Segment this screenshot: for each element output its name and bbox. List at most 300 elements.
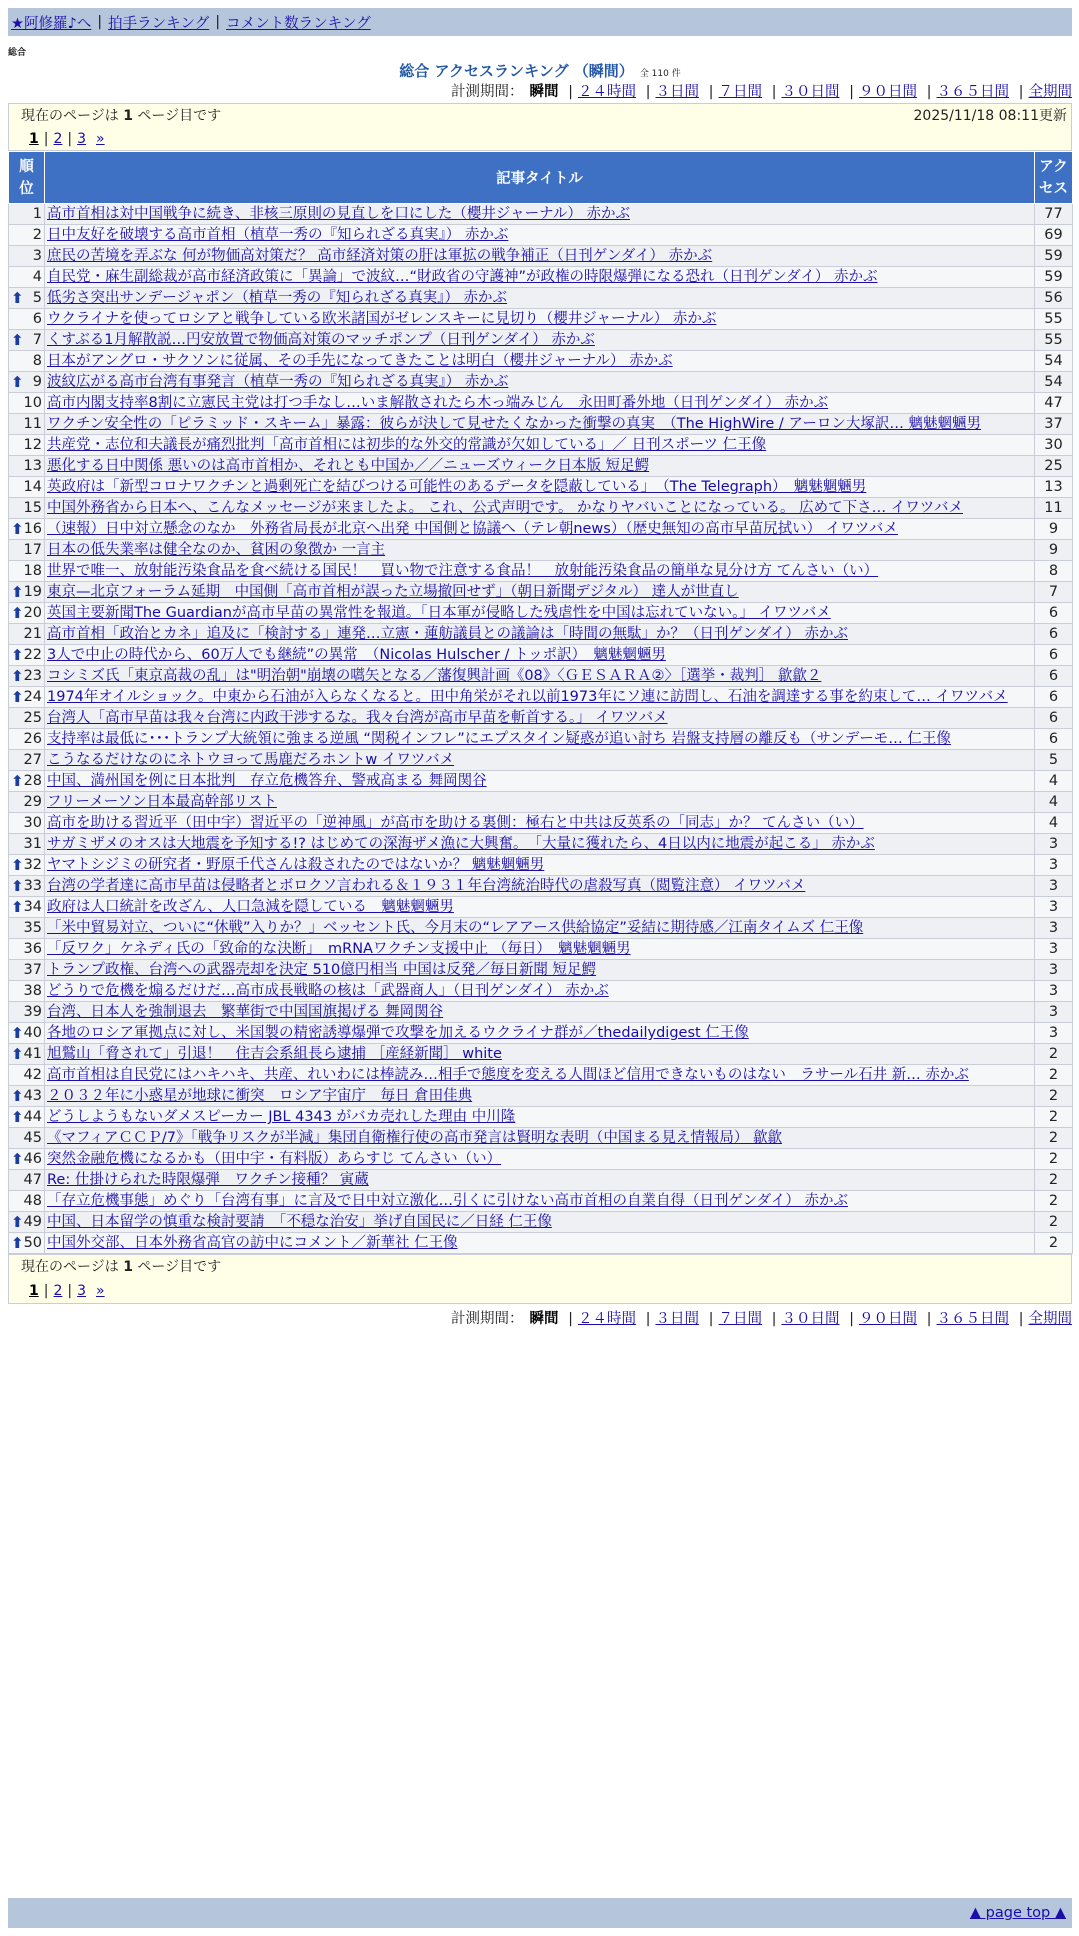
- rank-wrap: [11, 414, 42, 434]
- article-title-link[interactable]: 高市を助ける習近平（田中宇）習近平の「逆神風」が高市を助ける裏側：極右と中共は反英系の「同志」か？ てんさい（い）: [47, 815, 864, 831]
- page-separator: |: [43, 1283, 49, 1299]
- rank-number: 46: [23, 1151, 43, 1167]
- title-cell: [45, 603, 1035, 624]
- rank-wrap: [11, 1107, 42, 1127]
- access-count: 2: [1035, 1044, 1073, 1065]
- table-row: [9, 750, 1073, 771]
- article-title-link[interactable]: どうりで危機を煽るだけだ…高市成長戦略の核は「武器商人」（日刊ゲンダイ） 赤かぶ: [47, 983, 609, 999]
- bottom-period-selector: [8, 1308, 1072, 1330]
- access-count: 6: [1035, 645, 1073, 666]
- title-cell: [45, 540, 1035, 561]
- article-title-link[interactable]: どうしようもないダメスピーカー JBL 4343 がバカ売れした理由 中川隆: [47, 1109, 516, 1125]
- article-title-link[interactable]: 自民党・麻生副総裁が高市経済政策に「異論」で波紋…“財政省の守護神”が政権の時限爆弾になる恐れ（日刊ゲンダイ） 赤かぶ: [47, 269, 878, 285]
- rank-number: 7: [32, 332, 42, 348]
- access-count: 3: [1035, 918, 1073, 939]
- rank-number: 41: [23, 1046, 43, 1062]
- rank-wrap: [11, 624, 42, 644]
- article-title-link[interactable]: 「反ワク」ケネディ氏の「致命的な決断」 mRNAワクチン支援中止 （毎日） 魑魅魍魎男: [47, 941, 631, 957]
- article-title-link[interactable]: 共産党・志位和夫議長が痛烈批判「高市首相には初歩的な外交的常識が欠如している」／ 日刊スポーツ 仁王像: [47, 437, 767, 453]
- rank-wrap: [11, 561, 42, 581]
- up-arrow-icon: ⬆: [11, 1108, 24, 1126]
- rank-number: 42: [23, 1067, 42, 1083]
- period-separator: |: [771, 84, 777, 100]
- article-title-link[interactable]: 台湾の学者達に高市早苗は侵略者とボロクソ言われる＆１９３１年台湾統治時代の虐殺写真（閲覧注意） イワツバメ: [47, 878, 806, 894]
- up-arrow-icon: ⬆: [11, 331, 24, 349]
- rank-wrap: [11, 666, 42, 686]
- article-title-link[interactable]: 日中友好を破壊する高市首相（植草一秀の『知られざる真実』） 赤かぶ: [47, 227, 509, 243]
- title-cell: [45, 519, 1035, 540]
- rank-cell: [9, 1233, 45, 1254]
- rank-number: 1: [32, 206, 42, 222]
- rank-wrap: [11, 225, 42, 245]
- rank-number: 29: [23, 794, 42, 810]
- article-title-link[interactable]: ヤマトシジミの研究者・野原千代さんは殺されたのではないか？ 魑魅魍魎男: [47, 857, 545, 873]
- article-title-link[interactable]: 支持率は最低に･･･トランプ大統領に強まる逆風 “関税インフレ”にエプスタイン疑惑が追い討ち 岩盤支持層の離反も（サンデーモ… 仁王像: [47, 731, 951, 747]
- table-row: [9, 225, 1073, 246]
- title-cell: [45, 939, 1035, 960]
- access-count: 6: [1035, 729, 1073, 750]
- rank-number: 4: [32, 269, 42, 285]
- col-header-access-text: アクセス: [1039, 158, 1068, 197]
- access-count: 2: [1035, 1107, 1073, 1128]
- rank-cell: [9, 1065, 45, 1086]
- article-title-link[interactable]: 3人で中止の時代から、60万人でも継続”の異常 （Nicolas Hulscher / トッポ訳） 魑魅魍魎男: [47, 647, 666, 663]
- rank-cell: [9, 834, 45, 855]
- article-title-link[interactable]: 中国、満州国を例に日本批判 存立危機答弁、警戒高まる 舞岡関谷: [47, 773, 487, 789]
- article-title-link[interactable]: 悪化する日中関係 悪いのは高市首相か、それとも中国か／／ニューズウィーク日本版 短足鰐: [47, 458, 650, 474]
- period-link-24h[interactable]: ２４時間: [578, 84, 636, 100]
- bottom-pager: [8, 1254, 1072, 1304]
- article-title-link[interactable]: 中国、日本留学の慎重な検討要請 「不穏な治安」挙げ自国民に／日経 仁王像: [47, 1214, 552, 1230]
- rank-cell: [9, 435, 45, 456]
- rank-cell: [9, 330, 45, 351]
- table-row: [9, 624, 1073, 645]
- rank-cell: [9, 897, 45, 918]
- article-title-link[interactable]: 高市内閣支持率8割に立憲民主党は打つ手なし…いま解散されたら木っ端みじん 永田町番外地（日刊ゲンダイ） 赤かぶ: [47, 395, 829, 411]
- period-link-3d[interactable]: ３日間: [655, 1311, 699, 1327]
- title-cell: [45, 708, 1035, 729]
- article-title-link[interactable]: 中国外交部、日本外務省高官の訪中にコメント／新華社 仁王像: [47, 1235, 458, 1251]
- rank-number: 33: [23, 878, 43, 894]
- access-count: 2: [1035, 1212, 1073, 1233]
- page-links: [21, 128, 1071, 150]
- article-title-link[interactable]: 《マフィアＣＣＰ/7》「戦争リスクが半減」集団自衛権行使の高市発言は賢明な表明（中国まる見え情報局） 歙歙: [47, 1130, 783, 1146]
- period-current: 瞬間: [529, 84, 559, 100]
- article-title-link[interactable]: くすぶる1月解散説…円安放置で物価高対策のマッチポンプ（日刊ゲンダイ） 赤かぶ: [47, 332, 595, 348]
- rank-wrap: [11, 1044, 42, 1064]
- table-row: [9, 813, 1073, 834]
- page-next-link[interactable]: »: [96, 131, 105, 147]
- table-row: [9, 288, 1073, 309]
- table-row: [9, 729, 1073, 750]
- rank-number: 32: [23, 857, 43, 873]
- title-cell: [45, 750, 1035, 771]
- rank-number: 6: [32, 311, 42, 327]
- rank-number: 24: [23, 689, 43, 705]
- title-cell: [45, 1002, 1035, 1023]
- rank-number: 28: [23, 773, 43, 789]
- page-link-3[interactable]: 3: [77, 1283, 87, 1299]
- rank-cell: [9, 876, 45, 897]
- article-title-link[interactable]: 1974年オイルショック。中東から石油が入らなくなると。田中角栄がそれ以前1973年にソ連に訪問し、石油を調達する事を約束して… イワツバメ: [47, 689, 1008, 705]
- article-title-link[interactable]: 「米中貿易対立、ついに“休戦”入りか？」ベッセント氏、今月末の“レアアース供給協定”妥結に期待感／江南タイムズ 仁王像: [47, 920, 864, 936]
- table-row: [9, 855, 1073, 876]
- page-link-1[interactable]: 1: [29, 131, 39, 147]
- rank-number: 18: [23, 563, 42, 579]
- article-title-link[interactable]: 高市首相「政治とカネ」追及に「検討する」連発…立憲・蓮舫議員との議論は「時間の無駄」か？（日刊ゲンダイ） 赤かぶ: [47, 626, 848, 642]
- access-count: 5: [1035, 750, 1073, 771]
- rank-cell: [9, 1212, 45, 1233]
- article-title-link[interactable]: 高市首相は自民党にはハキハキ、共産、れいわには棒読み…相手で態度を変える人間ほど信用できないものはない ラサール石井 新… 赤かぶ: [47, 1067, 969, 1083]
- access-count: 8: [1035, 561, 1073, 582]
- article-title-link[interactable]: 波紋広がる高市台湾有事発言（植草一秀の『知られざる真実』） 赤かぶ: [47, 374, 509, 390]
- period-link-24h[interactable]: ２４時間: [578, 1311, 636, 1327]
- page-link-2[interactable]: 2: [53, 1283, 63, 1299]
- article-title-link[interactable]: コシミズ氏「東京高裁の乱」は"明治朝"崩壊の嚆矢となる／藩復興計画《08》〈ＧＥＳＡＲＡ②〉［選挙・裁判］ 歙歙２: [47, 668, 822, 684]
- article-title-link[interactable]: 日本がアングロ・サクソンに従属、その手先になってきたことは明白（櫻井ジャーナル） 赤かぶ: [47, 353, 673, 369]
- rank-number: 50: [23, 1235, 43, 1251]
- period-link-all[interactable]: 全期間: [1028, 1311, 1072, 1327]
- nav-link-asyura[interactable]: ★阿修羅♪へ: [11, 15, 92, 32]
- rank-number: 35: [23, 920, 42, 936]
- table-row: [9, 372, 1073, 393]
- article-title-link[interactable]: （速報）日中対立懸念のなか 外務省局長が北京へ出発 中国側と協議へ（テレ朝news）（歴史無知の高市早苗尻拭い） イワツバメ: [47, 521, 898, 537]
- rank-number: 20: [23, 605, 43, 621]
- rank-number: 11: [23, 416, 42, 432]
- table-row: [9, 393, 1073, 414]
- period-link-7d[interactable]: ７日間: [718, 1311, 762, 1327]
- title-cell: [45, 414, 1035, 435]
- up-arrow-icon: ⬆: [11, 1213, 24, 1231]
- rank-number: 39: [23, 1004, 42, 1020]
- pager-info-row: [21, 104, 1071, 128]
- article-title-link[interactable]: 世界で唯一、放射能汚染食品を食べ続ける国民！ 買い物で注意する食品！ 放射能汚染食品の簡単な見分け方 てんさい（い）: [47, 563, 879, 579]
- table-row: [9, 456, 1073, 477]
- title-cell: [45, 687, 1035, 708]
- table-header-row: [9, 152, 1073, 204]
- footer-bar: [8, 1898, 1072, 1928]
- title-cell: [45, 267, 1035, 288]
- period-separator: |: [849, 1311, 854, 1327]
- title-cell: [45, 918, 1035, 939]
- rank-wrap: [11, 456, 42, 476]
- period-separator: |: [645, 84, 651, 100]
- up-arrow-icon: ⬆: [11, 688, 24, 706]
- rank-cell: [9, 498, 45, 519]
- up-arrow-icon: ⬆: [11, 667, 24, 685]
- rank-cell: [9, 1023, 45, 1044]
- period-link-90d[interactable]: ９０日間: [859, 84, 917, 100]
- period-link-365d[interactable]: ３６５日間: [936, 84, 1009, 100]
- nav-separator: |: [215, 14, 221, 30]
- title-cell: [45, 372, 1035, 393]
- article-title-link[interactable]: 台湾、日本人を強制退去 繁華街で中国国旗掲げる 舞岡関谷: [47, 1004, 444, 1020]
- access-count: 2: [1035, 1191, 1073, 1212]
- title-cell: [45, 981, 1035, 1002]
- rank-cell: [9, 708, 45, 729]
- table-row: [9, 582, 1073, 603]
- up-arrow-icon: ⬆: [11, 1045, 24, 1063]
- col-header-rank: [9, 152, 45, 204]
- rank-cell: [9, 918, 45, 939]
- article-title-link[interactable]: 突然金融危機になるかも（田中宇・有料版）あらすじ てんさい（い）: [47, 1151, 502, 1167]
- article-title-link[interactable]: 旭鷲山「脅されて」引退！ 住吉会系組長ら逮捕 ［産経新聞］ white: [47, 1046, 502, 1062]
- access-count: 6: [1035, 624, 1073, 645]
- access-count: 54: [1035, 351, 1073, 372]
- period-link-all[interactable]: 全期間: [1028, 84, 1072, 100]
- rank-number: 14: [23, 479, 42, 495]
- access-count: 2: [1035, 1149, 1073, 1170]
- access-count: 59: [1035, 246, 1073, 267]
- title-cell: [45, 309, 1035, 330]
- table-row: [9, 834, 1073, 855]
- article-title-link[interactable]: フリーメーソン日本最高幹部リスト: [47, 794, 277, 810]
- title-cell: [45, 393, 1035, 414]
- period-separator: |: [926, 84, 932, 100]
- article-title-link[interactable]: 政府は人口統計を改ざん、人口急減を隠している 魑魅魍魎男: [47, 899, 454, 915]
- pager-current-number: 1: [123, 108, 133, 124]
- up-arrow-icon: ⬆: [11, 583, 24, 601]
- rank-cell: [9, 372, 45, 393]
- title-cell: [45, 1149, 1035, 1170]
- rank-wrap: [11, 771, 42, 791]
- pager-text-pre: 現在のページは: [21, 108, 119, 124]
- period-link-30d[interactable]: ３０日間: [781, 1311, 840, 1327]
- table-row: [9, 1086, 1073, 1107]
- up-arrow-icon: ⬆: [11, 1024, 24, 1042]
- title-cell: [45, 456, 1035, 477]
- access-count: 25: [1035, 456, 1073, 477]
- rank-number: 3: [32, 248, 42, 264]
- rank-cell: [9, 960, 45, 981]
- article-title-link[interactable]: 高市首相は対中国戦争に続き、非核三原則の見直しを口にした（櫻井ジャーナル） 赤かぶ: [47, 206, 631, 222]
- period-link-90d[interactable]: ９０日間: [859, 1311, 917, 1327]
- up-arrow-icon: ⬆: [11, 772, 24, 790]
- access-count: 4: [1035, 792, 1073, 813]
- table-row: [9, 330, 1073, 351]
- col-header-rank-text: 順位: [19, 158, 34, 197]
- article-title-link[interactable]: 中国外務省から日本へ、こんなメッセージが来ましたよ。 これ、公式声明です。 かなりヤバいことになっている。 広めて下さ… イワツバメ: [47, 500, 963, 516]
- rank-wrap: [11, 855, 42, 875]
- rank-cell: [9, 393, 45, 414]
- article-title-link[interactable]: ２０３２年に小惑星が地球に衝突 ロシア宇宙庁 毎日 倉田佳典: [47, 1088, 473, 1104]
- rank-cell: [9, 519, 45, 540]
- access-count: 3: [1035, 981, 1073, 1002]
- rank-wrap: [11, 246, 42, 266]
- period-link-3d[interactable]: ３日間: [655, 84, 699, 100]
- title-cell: [45, 729, 1035, 750]
- access-count: 47: [1035, 393, 1073, 414]
- table-row: [9, 876, 1073, 897]
- rank-wrap: [11, 1023, 42, 1043]
- rank-wrap: [11, 393, 42, 413]
- up-arrow-icon: ⬆: [11, 289, 24, 307]
- rank-cell: [9, 351, 45, 372]
- table-row: [9, 498, 1073, 519]
- article-title-link[interactable]: 東京—北京フォーラム延期 中国側「高市首相が誤った立場撤回せず」（朝日新聞デジタル） 達人が世直し: [47, 584, 739, 600]
- article-title-link[interactable]: 「存立危機事態」めぐり「台湾有事」に言及で日中対立激化…引くに引けない高市首相の自業自得（日刊ゲンダイ） 赤かぶ: [47, 1193, 848, 1209]
- table-row: [9, 939, 1073, 960]
- rank-cell: [9, 477, 45, 498]
- table-row: [9, 1170, 1073, 1191]
- up-arrow-icon: ⬆: [11, 877, 24, 895]
- title-cell: [45, 1023, 1035, 1044]
- table-row: [9, 645, 1073, 666]
- total-count: 全 110 件: [639, 69, 681, 79]
- access-count: 56: [1035, 288, 1073, 309]
- article-title-link[interactable]: 日本の低失業率は健全なのか、貧困の象徴か 一言主: [47, 542, 386, 558]
- nav-link-applause-ranking[interactable]: 拍手ランキング: [108, 15, 210, 32]
- article-title-link[interactable]: 英政府は「新型コロナワクチンと過剰死亡を結びつける可能性のあるデータを隠蔽している」 （The Telegraph） 魑魅魍魎男: [47, 479, 867, 495]
- rank-cell: [9, 582, 45, 603]
- rank-cell: [9, 939, 45, 960]
- title-cell: [45, 288, 1035, 309]
- pager-text-post: ページ目です: [137, 108, 222, 124]
- rank-wrap: [11, 582, 42, 602]
- rank-number: 26: [23, 731, 42, 747]
- rank-number: 43: [23, 1088, 43, 1104]
- period-separator: |: [568, 84, 573, 100]
- rank-cell: [9, 456, 45, 477]
- rank-wrap: [11, 1170, 42, 1190]
- table-row: [9, 1023, 1073, 1044]
- rank-wrap: [11, 1065, 42, 1085]
- rank-cell: [9, 771, 45, 792]
- rank-cell: [9, 1086, 45, 1107]
- title-cell: [45, 771, 1035, 792]
- page-title: 総合 アクセスランキング （瞬間）: [399, 62, 634, 80]
- period-separator: |: [645, 1311, 651, 1327]
- article-title-link[interactable]: ウクライナを使ってロシアと戦争している欧米諸国がゼレンスキーに見切り（櫻井ジャーナル） 赤かぶ: [47, 311, 717, 327]
- table-row: [9, 708, 1073, 729]
- article-title-link[interactable]: こうなるだけなのにネトウヨって馬鹿だろホントw イワツバメ: [47, 752, 455, 768]
- title-cell: [45, 204, 1035, 225]
- rank-wrap: [11, 1191, 42, 1211]
- table-row: [9, 246, 1073, 267]
- rank-number: 19: [23, 584, 43, 600]
- article-title-link[interactable]: Re: 仕掛けられた時限爆弾 ワクチン接種？ 寅蔵: [47, 1172, 369, 1188]
- rank-wrap: [11, 645, 42, 665]
- period-label: 計測期間：: [451, 84, 524, 100]
- rank-wrap: [11, 267, 42, 287]
- rank-wrap: [11, 288, 42, 308]
- title-cell: [45, 1044, 1035, 1065]
- page-next-link[interactable]: »: [96, 1283, 105, 1299]
- title-cell: [45, 624, 1035, 645]
- title-cell: [45, 876, 1035, 897]
- title-cell: [45, 330, 1035, 351]
- title-cell: [45, 1170, 1035, 1191]
- category-label: 総合: [8, 48, 27, 58]
- rank-number: 16: [23, 521, 43, 537]
- table-row: [9, 1128, 1073, 1149]
- access-count: 6: [1035, 603, 1073, 624]
- period-separator: |: [849, 84, 854, 100]
- table-row: [9, 351, 1073, 372]
- article-title-link[interactable]: ワクチン安全性の「ピラミッド・スキーム」暴露：彼らが決して見せたくなかった衝撃の真実 （The HighWire / アーロン大塚訳… 魑魅魍魎男: [47, 416, 982, 432]
- rank-cell: [9, 1002, 45, 1023]
- access-count: 9: [1035, 540, 1073, 561]
- access-count: 3: [1035, 897, 1073, 918]
- rank-wrap: [11, 1212, 42, 1232]
- rank-cell: [9, 750, 45, 771]
- access-count: 37: [1035, 414, 1073, 435]
- title-cell: [45, 960, 1035, 981]
- rank-cell: [9, 414, 45, 435]
- nav-separator: |: [97, 14, 103, 30]
- title-cell: [45, 225, 1035, 246]
- article-title-link[interactable]: 各地のロシア軍拠点に対し、米国製の精密誘導爆弾で攻撃を加えるウクライナ群が／thedailydigest 仁王像: [47, 1025, 749, 1041]
- rank-number: 12: [23, 437, 42, 453]
- rank-number: 48: [23, 1193, 42, 1209]
- rank-cell: [9, 645, 45, 666]
- pager-current-number: 1: [123, 1259, 133, 1275]
- title-cell: [45, 1086, 1035, 1107]
- access-count: 69: [1035, 225, 1073, 246]
- article-title-link[interactable]: 台湾人「高市早苗は我々台湾に内政干渉するな。我々台湾が高市早苗を斬首する。」 イワツバメ: [47, 710, 668, 726]
- table-row: [9, 561, 1073, 582]
- rank-number: 36: [23, 941, 42, 957]
- table-row: [9, 477, 1073, 498]
- access-count: 6: [1035, 708, 1073, 729]
- access-count: 7: [1035, 582, 1073, 603]
- page-link-1[interactable]: 1: [29, 1283, 39, 1299]
- rank-number: 45: [23, 1130, 42, 1146]
- period-separator: |: [771, 1311, 777, 1327]
- period-separator: |: [708, 1311, 714, 1327]
- rank-cell: [9, 687, 45, 708]
- nav-link-comment-ranking[interactable]: コメント数ランキング: [226, 15, 371, 32]
- title-cell: [45, 582, 1035, 603]
- rank-cell: [9, 1044, 45, 1065]
- title-cell: [45, 834, 1035, 855]
- page-separator: |: [67, 131, 73, 147]
- period-link-7d[interactable]: ７日間: [718, 84, 762, 100]
- rank-cell: [9, 1128, 45, 1149]
- rank-cell: [9, 1107, 45, 1128]
- article-title-link[interactable]: 英国主要新聞The Guardianが高市早苗の異常性を報道。「日本軍が侵略した残虐性を中国は忘れていない。」 イワツバメ: [47, 605, 831, 621]
- period-link-30d[interactable]: ３０日間: [781, 84, 840, 100]
- rank-wrap: [11, 981, 42, 1001]
- rank-wrap: [11, 435, 42, 455]
- article-title-link[interactable]: 庶民の苦境を弄ぶな 何が物価高対策だ？ 高市経済対策の肝は軍拡の戦争補正（日刊ゲンダイ） 赤かぶ: [47, 248, 713, 264]
- rank-number: 21: [23, 626, 42, 642]
- title-cell: [45, 897, 1035, 918]
- rank-wrap: [11, 1149, 42, 1169]
- title-cell: [45, 645, 1035, 666]
- title-cell: [45, 666, 1035, 687]
- col-header-access: [1035, 152, 1073, 204]
- rank-number: 27: [23, 752, 42, 768]
- page: [8, 8, 1072, 1330]
- page-top-link[interactable]: ▲ page top ▲: [969, 1905, 1066, 1921]
- table-row: [9, 204, 1073, 225]
- article-title-link[interactable]: 低劣さ突出サンデージャポン（植草一秀の『知られざる真実』） 赤かぶ: [47, 290, 508, 306]
- rank-wrap: [11, 876, 42, 896]
- access-count: 77: [1035, 204, 1073, 225]
- article-title-link[interactable]: トランプ政権、台湾への武器売却を決定 510億円相当 中国は反発／毎日新聞 短足鰐: [47, 962, 597, 978]
- table-row: [9, 981, 1073, 1002]
- table-row: [9, 1233, 1073, 1254]
- rank-wrap: [11, 351, 42, 371]
- page-link-3[interactable]: 3: [77, 131, 87, 147]
- rank-wrap: [11, 540, 42, 560]
- ranking-table: [8, 151, 1073, 1254]
- period-link-365d[interactable]: ３６５日間: [936, 1311, 1009, 1327]
- page-link-2[interactable]: 2: [53, 131, 63, 147]
- table-row: [9, 1191, 1073, 1212]
- article-title-link[interactable]: サガミザメのオスは大地震を予知する!? はじめての深海ザメ漁に大興奮。 「大量に獲れたら、4日以内に地震が起こる」 赤かぶ: [47, 836, 875, 852]
